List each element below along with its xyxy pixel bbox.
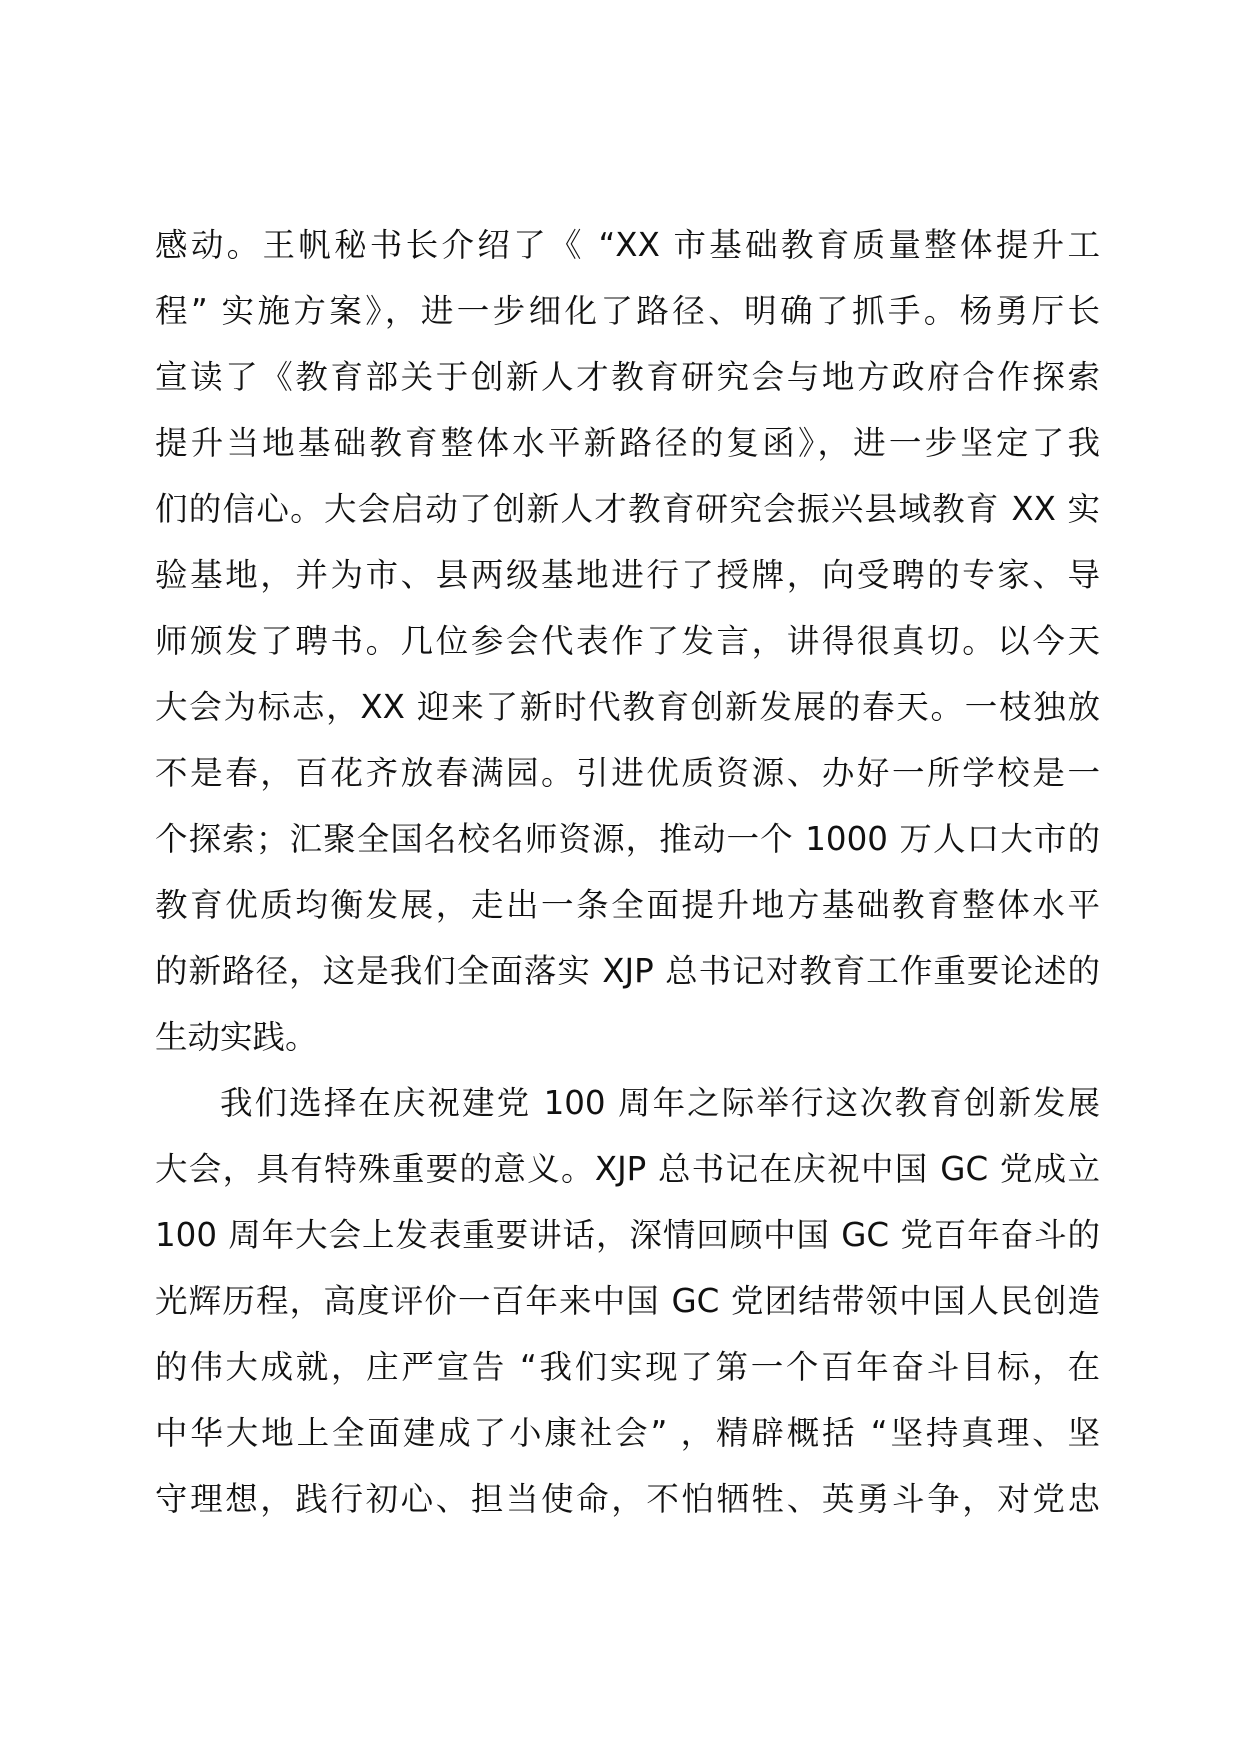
text-line: 生动实践。	[155, 1018, 318, 1056]
text-line: 大会，具有特殊重要的意义。XJP 总书记在庆祝中国 GC 党成立	[155, 1150, 1100, 1188]
text-line: 的伟大成就，庄严宣告 “我们实现了第一个百年奋斗目标，在	[155, 1348, 1100, 1386]
text-line: 教育优质均衡发展，走出一条全面提升地方基础教育整体水平	[155, 886, 1100, 924]
text-line: 们的信心。大会启动了创新人才教育研究会振兴县域教育 XX 实	[155, 490, 1100, 528]
paragraph-2	[155, 1070, 1100, 1532]
text-line: 不是春，百花齐放春满园。引进优质资源、办好一所学校是一	[155, 754, 1100, 792]
text-line: 100 周年大会上发表重要讲话，深情回顾中国 GC 党百年奋斗的	[155, 1216, 1100, 1254]
text-line: 验基地，并为市、县两级基地进行了授牌，向受聘的专家、导	[155, 556, 1100, 594]
text-line: 个探索；汇聚全国名校名师资源，推动一个 1000 万人口大市的	[155, 820, 1100, 858]
text-line: 守理想，践行初心、担当使命，不怕牺牲、英勇斗争，对党忠	[155, 1480, 1100, 1518]
text-line: 宣读了《教育部关于创新人才教育研究会与地方政府合作探索	[155, 358, 1100, 396]
text-line: 师颁发了聘书。几位参会代表作了发言，讲得很真切。以今天	[155, 622, 1100, 660]
paragraph-1	[155, 212, 1100, 1070]
text-line: 感动。王帆秘书长介绍了《 “XX 市基础教育质量整体提升工	[155, 226, 1100, 264]
body-text	[155, 212, 1100, 1532]
text-line: 我们选择在庆祝建党 100 周年之际举行这次教育创新发展	[220, 1084, 1100, 1122]
text-line: 程” 实施方案》，进一步细化了路径、明确了抓手。杨勇厅长	[155, 292, 1100, 330]
text-line: 光辉历程，高度评价一百年来中国 GC 党团结带领中国人民创造	[155, 1282, 1100, 1320]
text-line: 提升当地基础教育整体水平新路径的复函》，进一步坚定了我	[155, 424, 1100, 462]
text-line: 的新路径，这是我们全面落实 XJP 总书记对教育工作重要论述的	[155, 952, 1100, 990]
text-line: 大会为标志，XX 迎来了新时代教育创新发展的春天。一枝独放	[155, 688, 1100, 726]
text-line: 中华大地上全面建成了小康社会” ，精辟概括 “坚持真理、坚	[155, 1414, 1100, 1452]
